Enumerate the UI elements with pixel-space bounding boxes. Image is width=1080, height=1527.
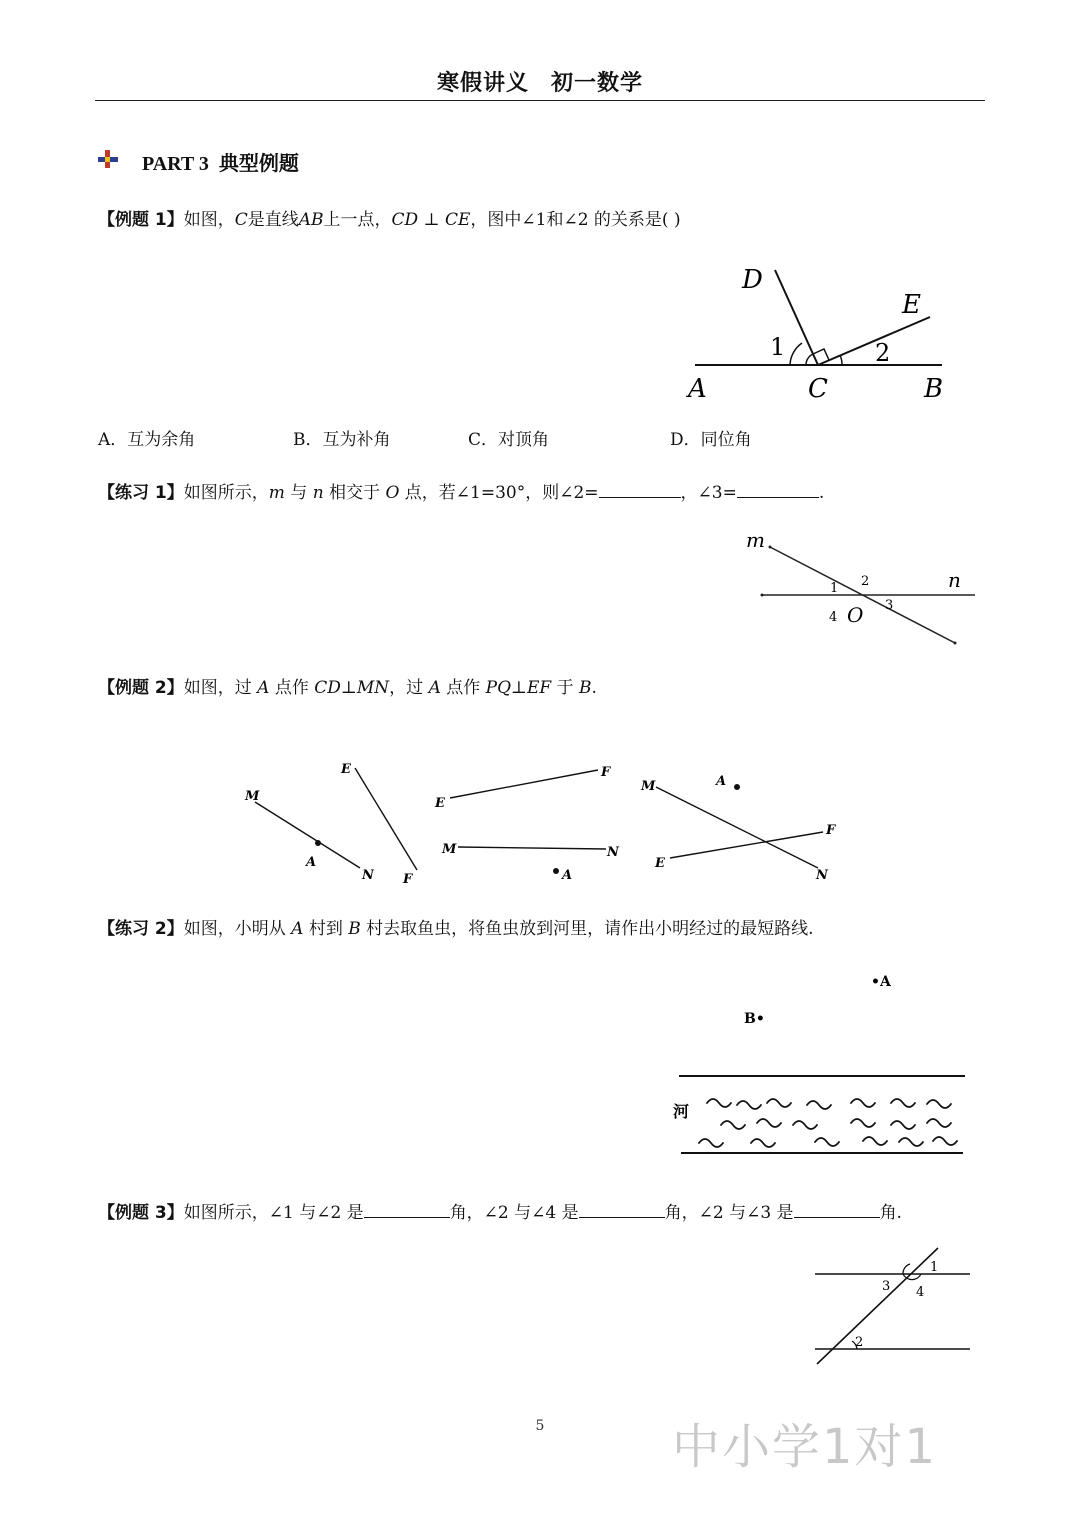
label-m: M [245,789,260,804]
pr1-var-m: m [268,483,285,503]
ex2-text-part: . [591,678,597,698]
practice-1-tag: 【练习 1】 [98,483,184,503]
ex1-var-c: C [234,210,248,230]
label-n: N [607,845,619,860]
ex1-perp: ⊥ [418,210,445,230]
part-title: 典型例题 [218,151,299,175]
practice-1-text [98,478,824,503]
label-a: A [688,374,707,404]
ex1-text-part: 是直线 [247,210,299,230]
ex1-var-cd: CD [391,210,419,230]
label-angle-3: 3 [885,598,894,613]
ex2-text-part: ，过 [389,678,429,698]
ex3-text-part: 角. [879,1203,902,1223]
label-n: N [362,868,374,883]
ex1-text-part: 上一点， [323,210,392,230]
option-c: C．对顶角 [468,430,550,450]
transversal [817,1248,938,1364]
pr1-text-part: 点，若∠1=30°，则∠2= [399,483,599,503]
pr1-text-part: 相交于 [323,483,386,503]
label-angle-4: 4 [829,610,838,625]
label-angle-2: 2 [861,574,870,589]
label-f: F [826,823,836,838]
label-angle-3: 3 [882,1279,891,1294]
practice-2-tag: 【练习 2】 [98,919,184,939]
ex1-var-ab: AB [298,210,324,230]
ex2-var-a: A [257,678,270,698]
pr1-text-part: 如图所示， [183,483,269,503]
practice-1-figure [740,525,980,655]
example-2-figure [230,750,850,890]
ex2-var-cdmn: CD⊥MN [314,678,390,698]
pr2-var-a: A [291,919,304,939]
example-1-tag: 【例题 1】 [98,210,184,230]
example-3-tag: 【例题 3】 [98,1203,184,1223]
watermark: 中小学1对1 [672,1419,938,1475]
angle-2-arc [840,355,842,365]
label-village-a: •A [871,974,891,990]
label-c: C [808,374,828,404]
part-heading [142,147,299,176]
bullet-icon [98,150,118,168]
option-a: A．互为余角 [98,430,196,450]
label-m: M [641,779,656,794]
pr1-text-part: 与 [284,483,313,503]
ex3-text-part: 如图所示，∠1 与∠2 是 [183,1203,364,1223]
pr1-var-n: n [312,483,324,503]
label-angle-2: 2 [875,339,891,367]
label-e: E [655,856,665,871]
option-b: B．互为补角 [293,430,391,450]
pr2-text-part: 如图，小明从 [183,919,292,939]
ex3-text-part: 角，∠2 与∠3 是 [664,1203,794,1223]
label-o: O [847,603,864,627]
ex1-text-part: 如图， [183,210,235,230]
pr2-text-part: 村到 [303,919,349,939]
example-1-figure [680,255,960,405]
ray-ce [818,317,930,365]
angle-1-arc [806,354,813,365]
header-divider [95,100,985,101]
example-2-tag: 【例题 2】 [98,678,184,698]
label-angle-4: 4 [916,1285,925,1300]
ex2-text-part: 点作 [269,678,315,698]
ex2-text-part: 点作 [440,678,486,698]
label-e: E [341,762,351,777]
label-e: E [435,796,445,811]
answer-blank[interactable] [737,483,819,498]
example-3-text [98,1198,902,1223]
label-angle-1: 1 [770,333,786,361]
ex2-var-pqef: PQ⊥EF [485,678,552,698]
label-b: B [924,374,944,404]
option-d: D．同位角 [670,430,752,450]
label-f: F [601,765,611,780]
answer-blank[interactable] [599,483,681,498]
label-n: N [816,868,828,883]
example-2-text [98,673,597,698]
page-number: 5 [535,1418,545,1434]
label-a: A [716,774,727,789]
header-title-left: 寒假讲义 [436,71,529,96]
ex2-text-part: 如图，过 [183,678,258,698]
answer-blank[interactable] [794,1203,880,1218]
example-3-figure [805,1240,980,1370]
label-n: n [948,568,961,592]
pr1-text-part: ，∠3= [680,483,737,503]
answer-blank[interactable] [364,1203,450,1218]
ex3-text-part: 角，∠2 与∠4 是 [449,1203,579,1223]
practice-2-text [98,914,814,939]
label-angle-1: 1 [930,1260,939,1275]
ex2-text-part: 于 [551,678,580,698]
label-a: A [306,855,317,870]
pr2-var-b: B [348,919,361,939]
header-title [0,66,1080,97]
ex1-text-part: ，图中∠1和∠2 的关系是( ) [470,210,681,230]
answer-blank[interactable] [579,1203,665,1218]
label-a: A [562,868,573,883]
pr1-text-part: . [818,483,825,503]
part-label: PART 3 [142,153,209,175]
label-f: F [403,872,413,887]
pr1-var-o: O [385,483,400,503]
label-angle-1: 1 [830,581,839,596]
label-m: M [442,842,457,857]
header-title-right: 初一数学 [551,71,644,96]
practice-2-figure [665,965,975,1165]
label-d: D [742,265,763,295]
ex2-var-a: A [428,678,441,698]
example-1-text [98,205,681,230]
ex2-var-b: B [579,678,592,698]
pr2-text-part: 村去取鱼虫，将鱼虫放到河里，请作出小明经过的最短路线. [360,919,814,939]
river-waves [699,1099,957,1147]
label-river: 河 [673,1102,690,1121]
label-e: E [902,290,921,320]
label-angle-2: 2 [855,1335,864,1350]
label-m: m [746,528,765,552]
ex1-var-ce: CE [444,210,471,230]
label-village-b: B• [744,1011,765,1027]
